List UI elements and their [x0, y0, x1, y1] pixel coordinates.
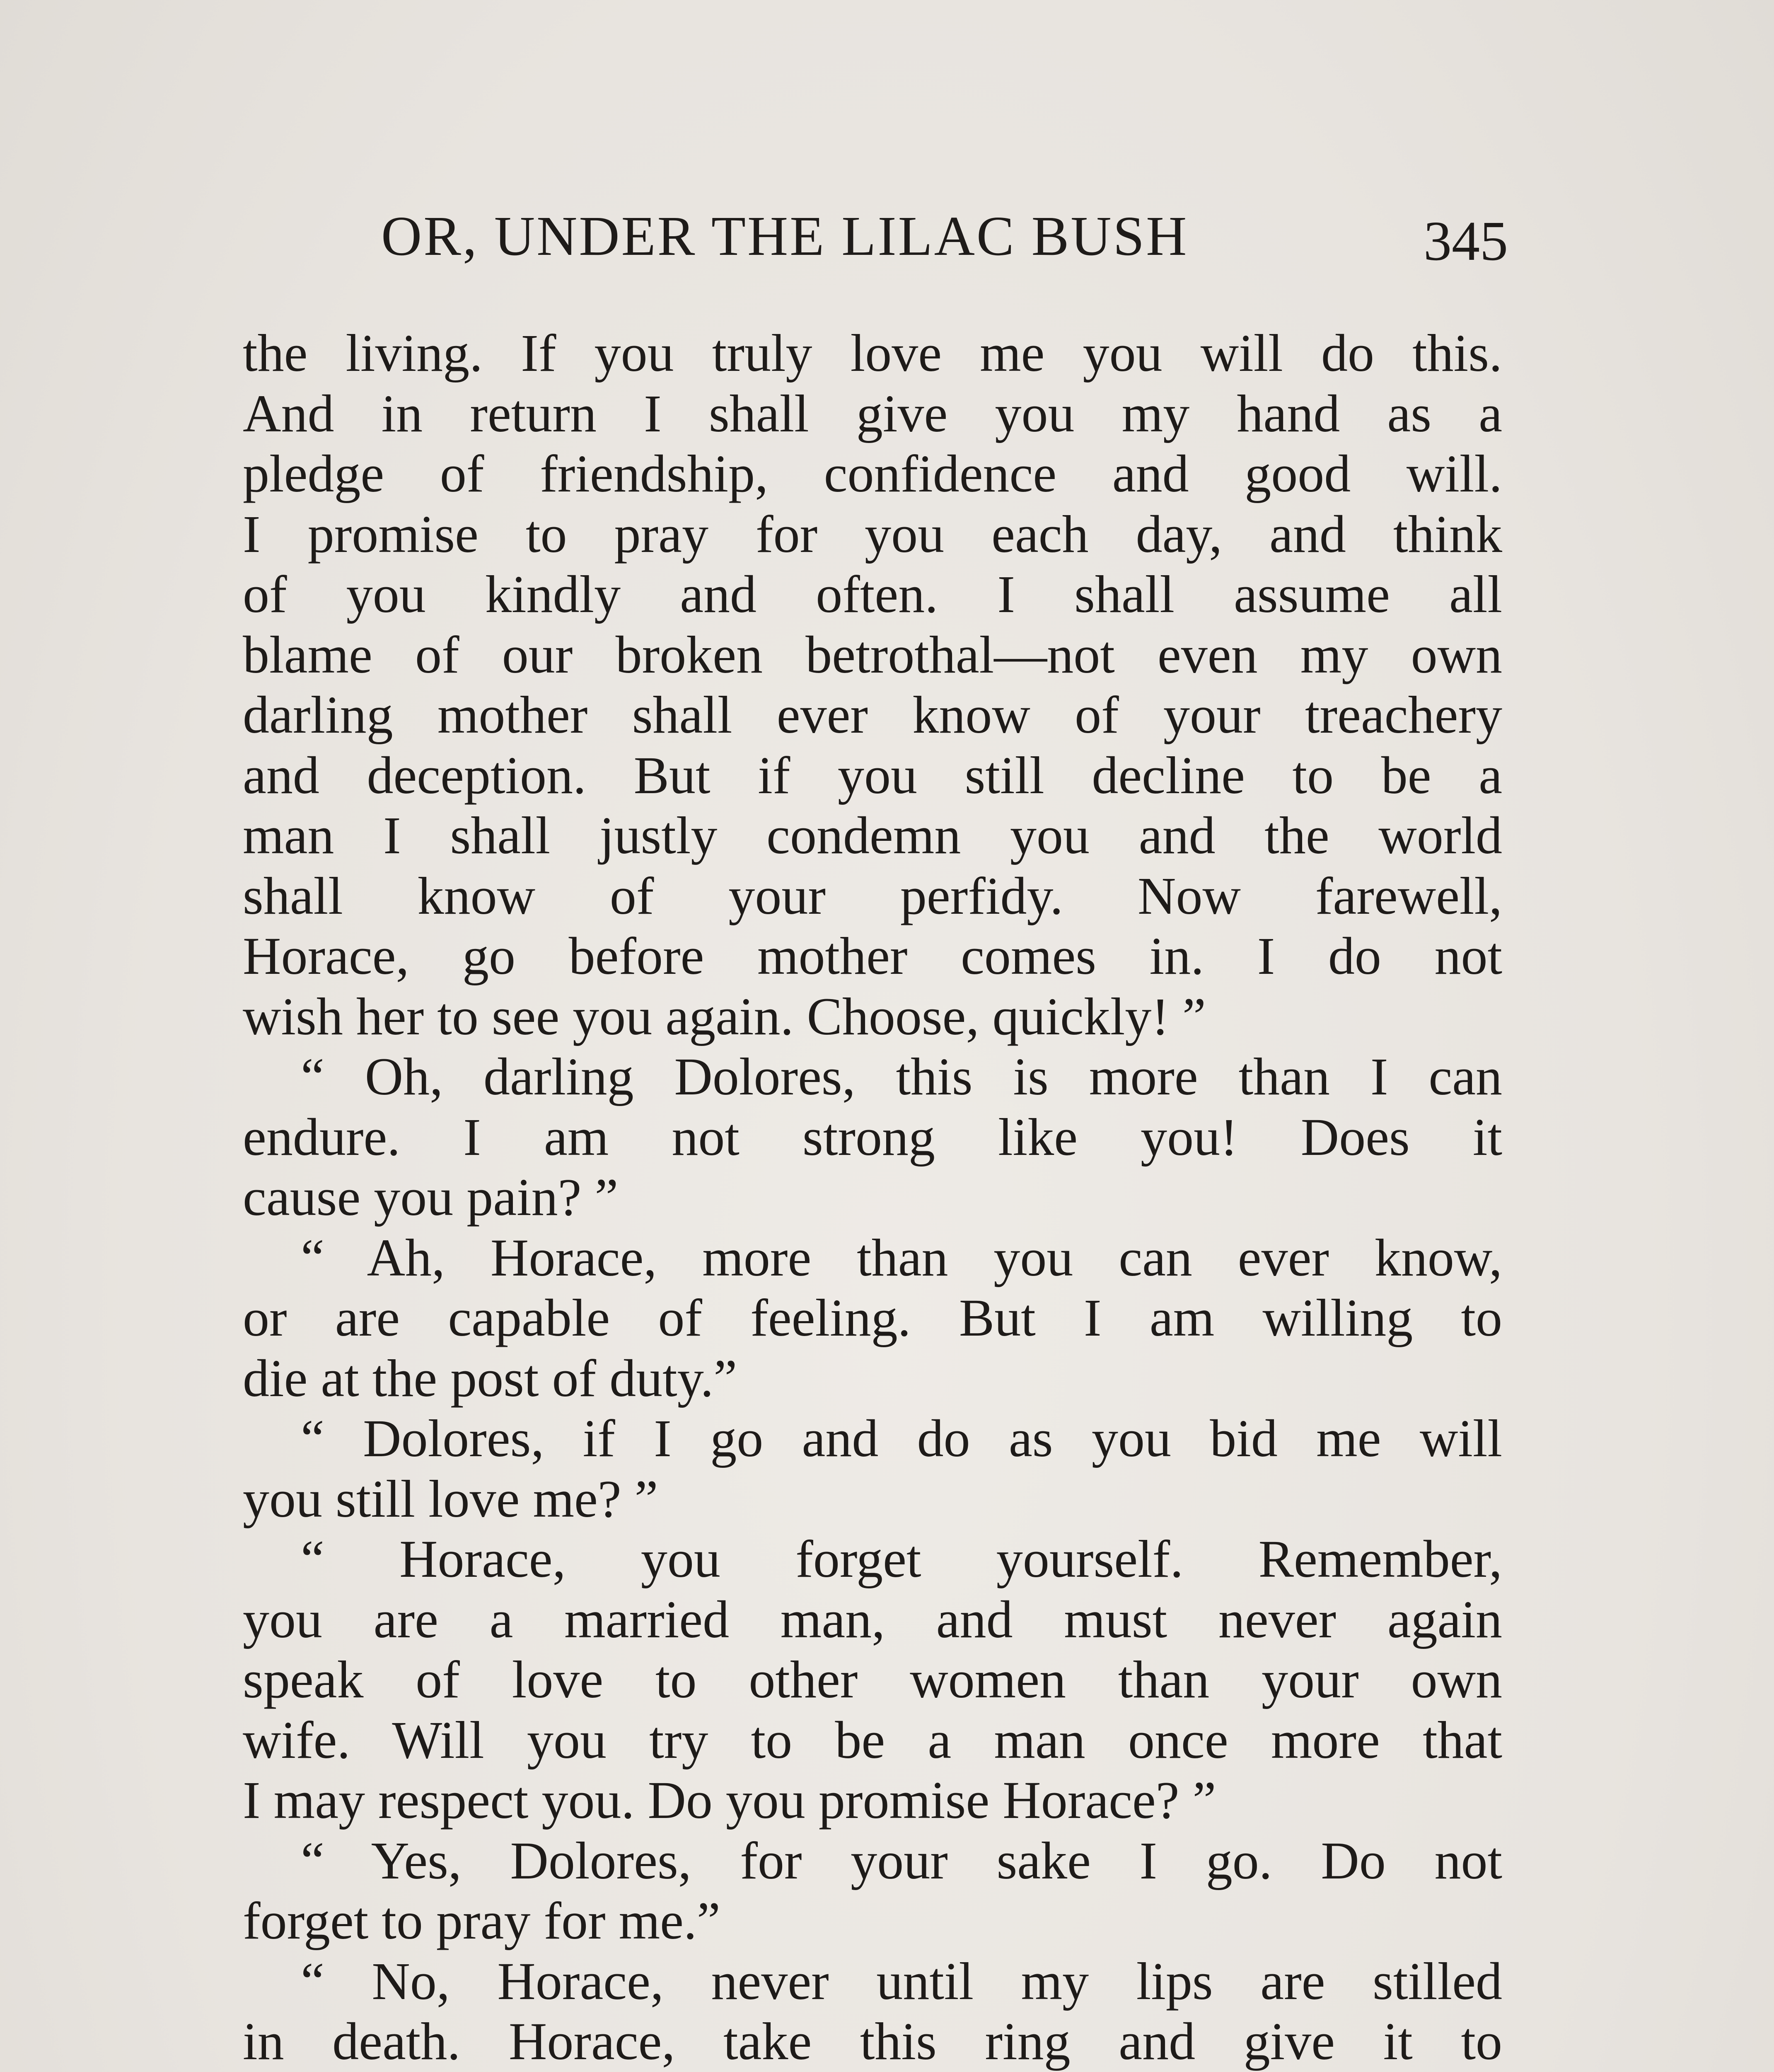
text-line: “ Ah, Horace, more than you can ever know,: [301, 1228, 1502, 1287]
text-line: And in return I shall give you my hand as a: [243, 384, 1502, 443]
text-line: die at the post of duty.”: [243, 1348, 737, 1408]
text-line: Horace, go before mother comes in. I do not: [243, 927, 1502, 985]
text-line: “ No, Horace, never until my lips are stilled: [301, 1951, 1502, 2011]
text-line: shall know of your perfidy. Now farewell,: [243, 866, 1502, 925]
text-line: the living. If you truly love me you will do this.: [243, 324, 1502, 382]
text-line: and deception. But if you still decline to be a: [243, 746, 1502, 805]
text-line: man I shall justly condemn you and the world: [243, 806, 1502, 865]
page-header: [381, 195, 1508, 278]
text-line: I promise to pray for you each day, and think: [243, 504, 1502, 564]
text-line: “ Oh, darling Dolores, this is more than I can: [301, 1047, 1502, 1106]
text-line: wish her to see you again. Choose, quickly! ”: [243, 987, 1206, 1046]
text-line: speak of love to other women than your own: [243, 1650, 1502, 1709]
running-head: OR, UNDER THE LILAC BUSH: [381, 205, 1189, 267]
text-line: wife. Will you try to be a man once more that: [243, 1710, 1502, 1769]
text-line: endure. I am not strong like you! Does it: [243, 1107, 1502, 1167]
page-number: 345: [1424, 210, 1508, 272]
text-line: forget to pray for me.”: [243, 1891, 720, 1950]
text-line: or are capable of feeling. But I am willing to: [243, 1288, 1502, 1347]
text-line: cause you pain? ”: [243, 1168, 619, 1227]
text-line: I may respect you. Do you promise Horace? ”: [243, 1771, 1216, 1830]
text-line: pledge of friendship, confidence and good will.: [243, 444, 1502, 503]
text-line: in death. Horace, take this ring and give it to: [243, 2012, 1502, 2071]
text-line: you still love me? ”: [243, 1469, 658, 1528]
text-line: “ Dolores, if I go and do as you bid me will: [301, 1409, 1502, 1468]
text-line: of you kindly and often. I shall assume all: [243, 565, 1502, 624]
body-text: [243, 323, 1502, 2072]
text-line: “ Horace, you forget yourself. Remember,: [301, 1530, 1502, 1588]
text-line: “ Yes, Dolores, for your sake I go. Do not: [301, 1831, 1502, 1890]
text-line: blame of our broken betrothal—not even my own: [243, 625, 1502, 684]
text-line: darling mother shall ever know of your treachery: [243, 685, 1502, 744]
text-line: you are a married man, and must never again: [243, 1590, 1502, 1649]
